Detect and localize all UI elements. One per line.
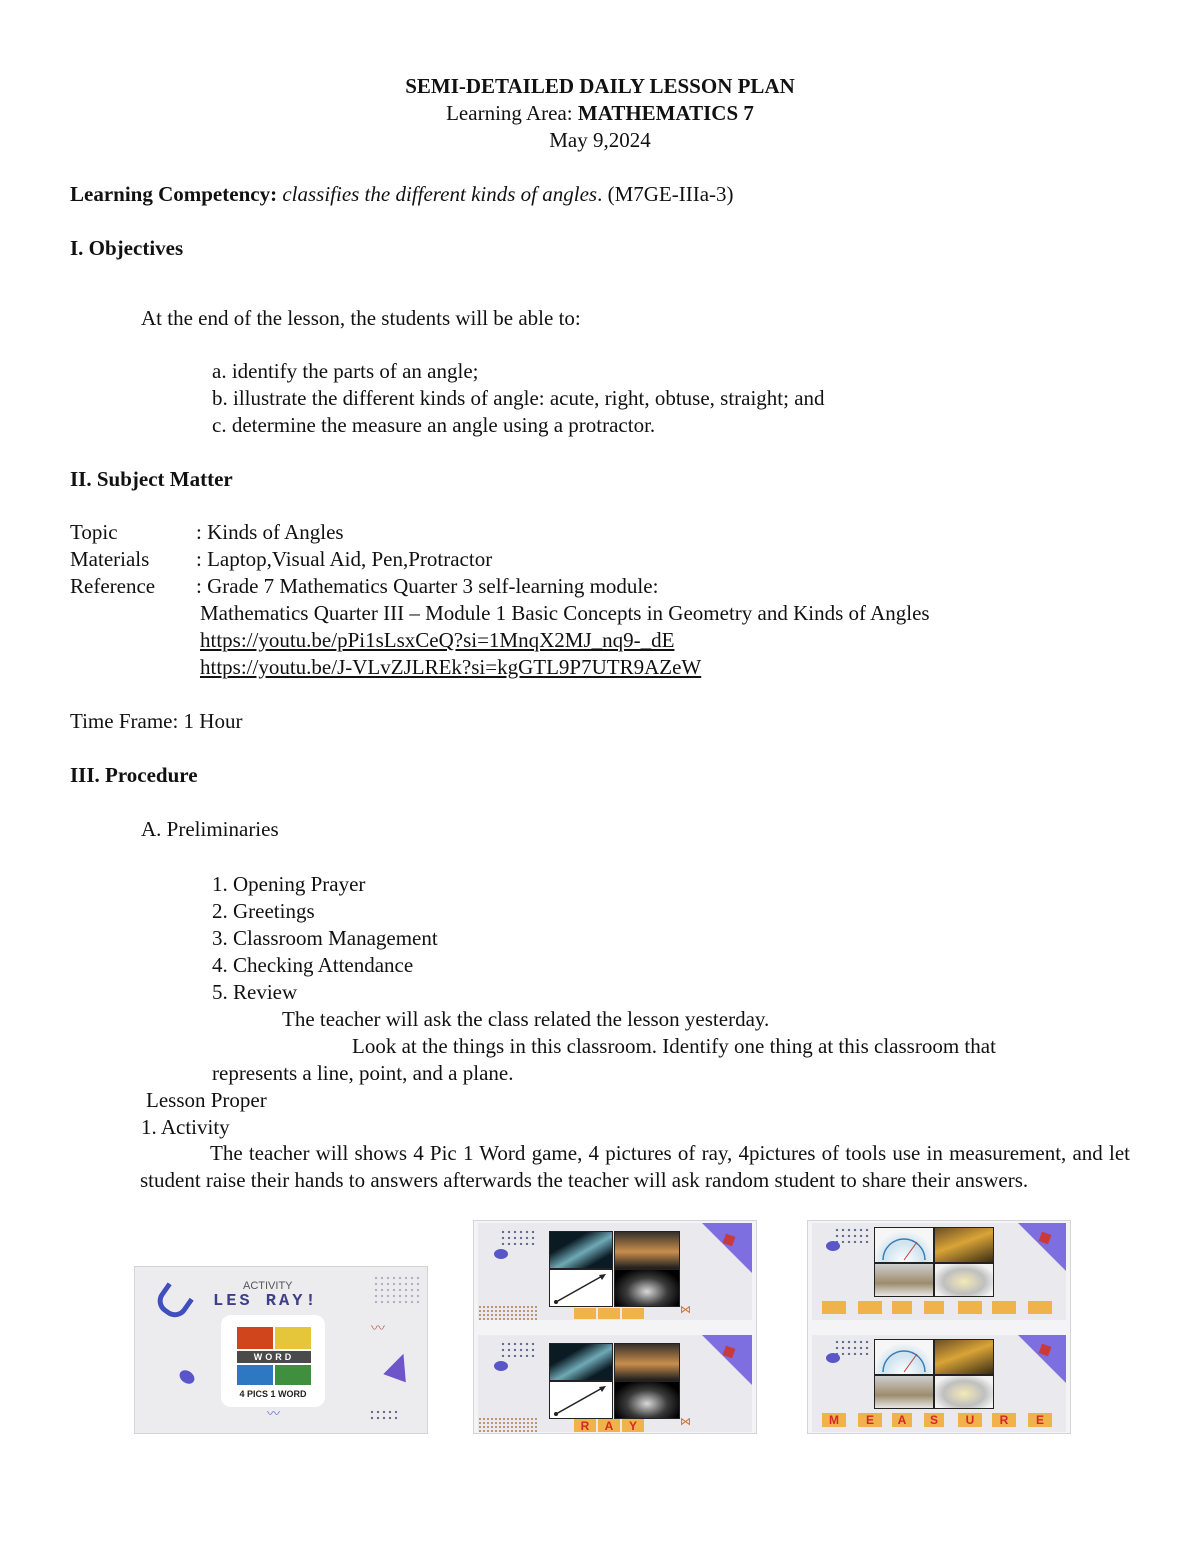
answer-letter: R xyxy=(992,1413,1016,1427)
picture-measuring-cup xyxy=(874,1375,934,1409)
protractor-icon xyxy=(875,1340,933,1374)
objective-item: a. identify the parts of an angle; xyxy=(212,359,479,383)
measure-question-slide xyxy=(812,1223,1066,1320)
learning-area xyxy=(0,103,1200,124)
procedure-step: 4. Checking Attendance xyxy=(212,953,414,977)
competency-code: . (M7GE-IIIa-3) xyxy=(597,182,734,206)
blob-shape xyxy=(826,1241,840,1251)
materials-value: : Laptop,Visual Aid, Pen,Protractor xyxy=(196,547,493,571)
page-title: SEMI-DETAILED DAILY LESSON PLAN xyxy=(405,74,795,98)
review-line: represents a line, point, and a plane. xyxy=(212,1061,514,1085)
picture-measuring-cup xyxy=(874,1263,934,1297)
protractor-icon xyxy=(875,1228,933,1262)
objective-item: b. illustrate the different kinds of angle: acute, right, obtuse, straight; and xyxy=(212,386,825,410)
dot-pattern xyxy=(834,1339,870,1355)
answer-tile xyxy=(924,1301,944,1314)
corner-decoration xyxy=(1018,1223,1066,1271)
picture-sun-rays xyxy=(614,1343,680,1381)
answer-tile xyxy=(958,1301,982,1314)
answer-tile xyxy=(858,1301,882,1314)
topic-label: Topic xyxy=(70,520,118,544)
reference-module: Mathematics Quarter III – Module 1 Basic Concepts in Geometry and Kinds of Angles xyxy=(200,601,930,625)
measure-answer-slide xyxy=(812,1335,1066,1432)
measure-puzzle-panel xyxy=(807,1220,1071,1434)
answer-letter: U xyxy=(958,1413,982,1427)
blob-shape xyxy=(494,1249,508,1259)
reference-link-2[interactable]: https://youtu.be/J-VLvZJLREk?si=kgGTL9P7UTR9AZeW xyxy=(200,655,702,679)
speckle-pattern xyxy=(478,1305,538,1320)
answer-tile xyxy=(598,1308,620,1319)
time-frame: Time Frame: 1 Hour xyxy=(70,709,243,733)
competency-label: Learning Competency: xyxy=(70,182,278,206)
zigzag-shape: 〰 xyxy=(371,1322,385,1337)
picture-protractor xyxy=(874,1339,934,1375)
logo-word: WORD xyxy=(237,1351,311,1363)
review-line: The teacher will ask the class related the lesson yesterday. xyxy=(282,1007,770,1031)
logo-image-field xyxy=(275,1365,311,1385)
corner-decoration xyxy=(1018,1335,1066,1383)
ray-question-slide xyxy=(478,1223,752,1320)
ray-arrow-icon xyxy=(550,1270,612,1306)
picture-tools xyxy=(934,1227,994,1263)
answer-letter: Y xyxy=(622,1419,644,1432)
materials-label: Materials xyxy=(70,547,150,571)
lesson-date: May 9,2024 xyxy=(549,128,651,152)
reference-label: Reference xyxy=(70,574,156,598)
picture-ray-diagram xyxy=(549,1269,613,1307)
learning-area-label: Learning Area: xyxy=(446,101,573,125)
dot-pattern xyxy=(500,1341,536,1357)
logo-image-animal xyxy=(275,1327,311,1349)
picture-ray-diagram xyxy=(549,1381,613,1419)
corner-decoration xyxy=(702,1335,752,1385)
logo-image-sky xyxy=(237,1365,273,1385)
picture-tape-measure xyxy=(934,1263,994,1297)
lets-ray-title: LES RAY! xyxy=(213,1292,319,1311)
subject-matter-heading: II. Subject Matter xyxy=(70,467,233,491)
answer-letter: M xyxy=(822,1413,846,1427)
answer-letter: A xyxy=(892,1413,912,1427)
logo-image-fire xyxy=(237,1327,273,1349)
answer-tile xyxy=(822,1301,846,1314)
picture-sun-rays xyxy=(614,1231,680,1269)
picture-light-ray xyxy=(549,1343,613,1381)
blob-shape xyxy=(177,1367,197,1386)
activity-heading: 1. Activity xyxy=(141,1115,230,1139)
objectives-heading: I. Objectives xyxy=(70,236,184,260)
corner-decoration xyxy=(702,1223,752,1273)
bow-shape: ⋈ xyxy=(680,1416,691,1428)
ray-answer-slide xyxy=(478,1335,752,1432)
objective-item: c. determine the measure an angle using a protractor. xyxy=(212,413,656,437)
procedure-heading: III. Procedure xyxy=(70,763,198,787)
picture-xray-hand xyxy=(614,1269,680,1307)
answer-letter: R xyxy=(574,1419,596,1432)
activity-title-slide xyxy=(134,1266,428,1434)
lesson-proper-heading: Lesson Proper xyxy=(146,1088,267,1112)
picture-tools xyxy=(934,1339,994,1375)
activity-description: The teacher will shows 4 Pic 1 Word game, 4 pictures of ray, 4pictures of tools use in measurement, and let student raise their hands to answers afterwards the teacher will ask random student to share their answers. xyxy=(140,1141,1130,1192)
dot-pattern xyxy=(369,1409,399,1421)
learning-area-value: MATHEMATICS 7 xyxy=(577,101,754,125)
picture-light-ray xyxy=(549,1231,613,1269)
bow-shape: ⋈ xyxy=(680,1304,691,1316)
answer-tile xyxy=(892,1301,912,1314)
ray-arrow-icon xyxy=(550,1382,612,1418)
answer-tile xyxy=(574,1308,596,1319)
answer-tile xyxy=(1028,1301,1052,1314)
reference-link-1[interactable]: https://youtu.be/pPi1sLsxCeQ?si=1MnqX2MJ_nq9-_dE xyxy=(200,628,675,652)
learning-competency xyxy=(70,184,734,205)
objectives-intro: At the end of the lesson, the students will be able to: xyxy=(141,306,581,330)
blob-shape xyxy=(494,1361,508,1371)
logo-card xyxy=(221,1315,325,1407)
triangle-ruler-icon xyxy=(383,1350,414,1383)
answer-letter: S xyxy=(924,1413,944,1427)
answer-tile xyxy=(992,1301,1016,1314)
competency-text: classifies the different kinds of angles xyxy=(282,182,598,206)
preliminaries-heading: A. Preliminaries xyxy=(141,817,279,841)
ray-puzzle-panel xyxy=(473,1220,757,1434)
activity-label: ACTIVITY xyxy=(243,1280,293,1292)
procedure-step: 3. Classroom Management xyxy=(212,926,438,950)
speckle-pattern xyxy=(478,1417,538,1432)
phone-icon xyxy=(152,1282,194,1322)
logo-caption: 4 PICS 1 WORD xyxy=(239,1389,307,1399)
answer-letter: E xyxy=(858,1413,882,1427)
answer-letter: A xyxy=(598,1419,620,1432)
zigzag-shape: 〰 xyxy=(267,1406,281,1421)
picture-tape-measure xyxy=(934,1375,994,1409)
reference-value: : Grade 7 Mathematics Quarter 3 self-learning module: xyxy=(196,574,659,598)
answer-tile xyxy=(622,1308,644,1319)
answer-letter: E xyxy=(1028,1413,1052,1427)
picture-protractor xyxy=(874,1227,934,1263)
review-line: Look at the things in this classroom. Identify one thing at this classroom that xyxy=(352,1034,996,1058)
procedure-step: 5. Review xyxy=(212,980,298,1004)
blob-shape xyxy=(826,1353,840,1363)
picture-xray-hand xyxy=(614,1381,680,1419)
topic-value: : Kinds of Angles xyxy=(196,520,344,544)
procedure-step: 2. Greetings xyxy=(212,899,315,923)
dot-pattern xyxy=(500,1229,536,1245)
dot-pattern xyxy=(834,1227,870,1243)
procedure-step: 1. Opening Prayer xyxy=(212,872,366,896)
dot-pattern xyxy=(373,1275,421,1305)
